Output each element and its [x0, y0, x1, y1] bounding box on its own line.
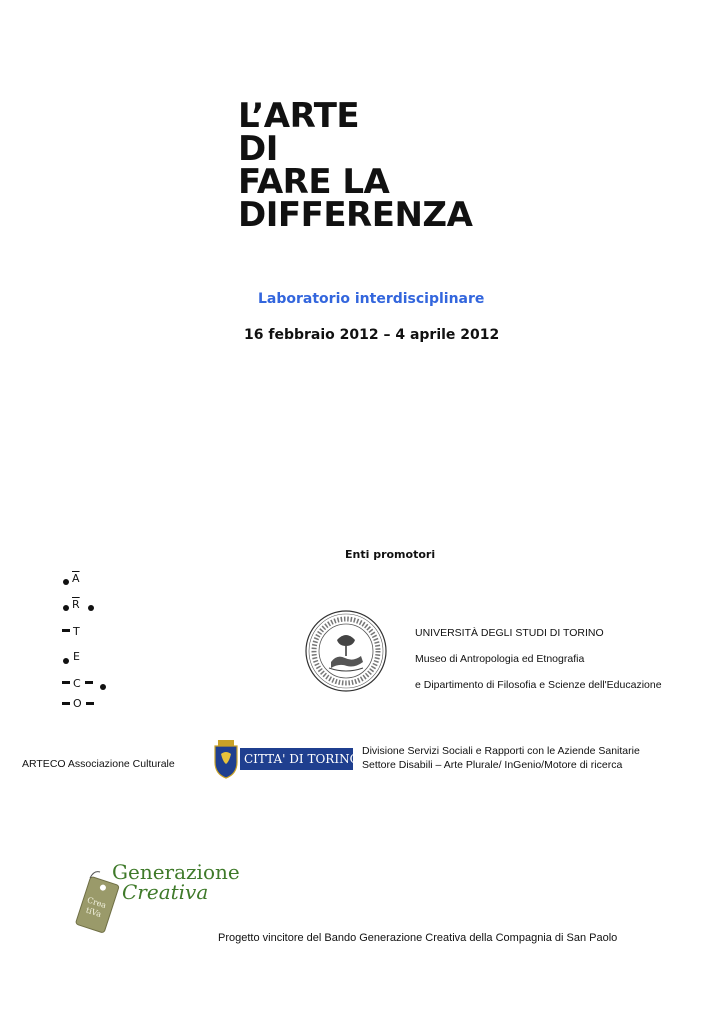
event-dates: 16 febbraio 2012 – 4 aprile 2012 [244, 327, 500, 343]
city-sector: Settore Disabili – Arte Plurale/ InGenio/Motore di ricerca [362, 759, 623, 771]
arteco-letter: $\overline{A}$ [72, 572, 80, 585]
footer-note: Progetto vincitore del Bando Generazione Creativa della Compagnia di San Paolo [218, 932, 618, 944]
subtitle: Laboratorio interdisciplinare [258, 291, 485, 307]
gc-tag-text: Crea tiVa [84, 895, 108, 919]
title-line: L’ARTE [238, 96, 360, 136]
arteco-label: ARTECO Associazione Culturale [22, 758, 175, 770]
arteco-logo [60, 572, 120, 712]
arteco-letter: T [73, 625, 80, 638]
arteco-letter: O [73, 697, 82, 710]
arteco-letter: $\overline{R}$ [72, 598, 80, 611]
citta-di-torino-logo-text: CITTA' DI TORINO [244, 752, 360, 766]
gc-logo-line2: Creativa [122, 880, 209, 904]
university-name: UNIVERSITÀ DEGLI STUDI DI TORINO [415, 627, 604, 639]
gc-logo-line1: Generazione [112, 860, 240, 884]
title-line: DIFFERENZA [238, 195, 473, 235]
arteco-letter: C [73, 677, 81, 690]
main-title [238, 96, 473, 235]
title-line: FARE LA [238, 162, 390, 202]
title-line: DI [238, 129, 278, 169]
university-seal-icon [305, 610, 387, 692]
promoters-heading: Enti promotori [345, 548, 436, 561]
arteco-letter: E [73, 650, 80, 663]
generazione-creativa-logo [70, 858, 240, 940]
university-department: e Dipartimento di Filosofia e Scienze dell'Educazione [415, 679, 662, 691]
citta-di-torino-logo [212, 738, 360, 780]
city-division: Divisione Servizi Sociali e Rapporti con le Aziende Sanitarie [362, 745, 640, 757]
university-museum: Museo di Antropologia ed Etnografia [415, 653, 585, 665]
